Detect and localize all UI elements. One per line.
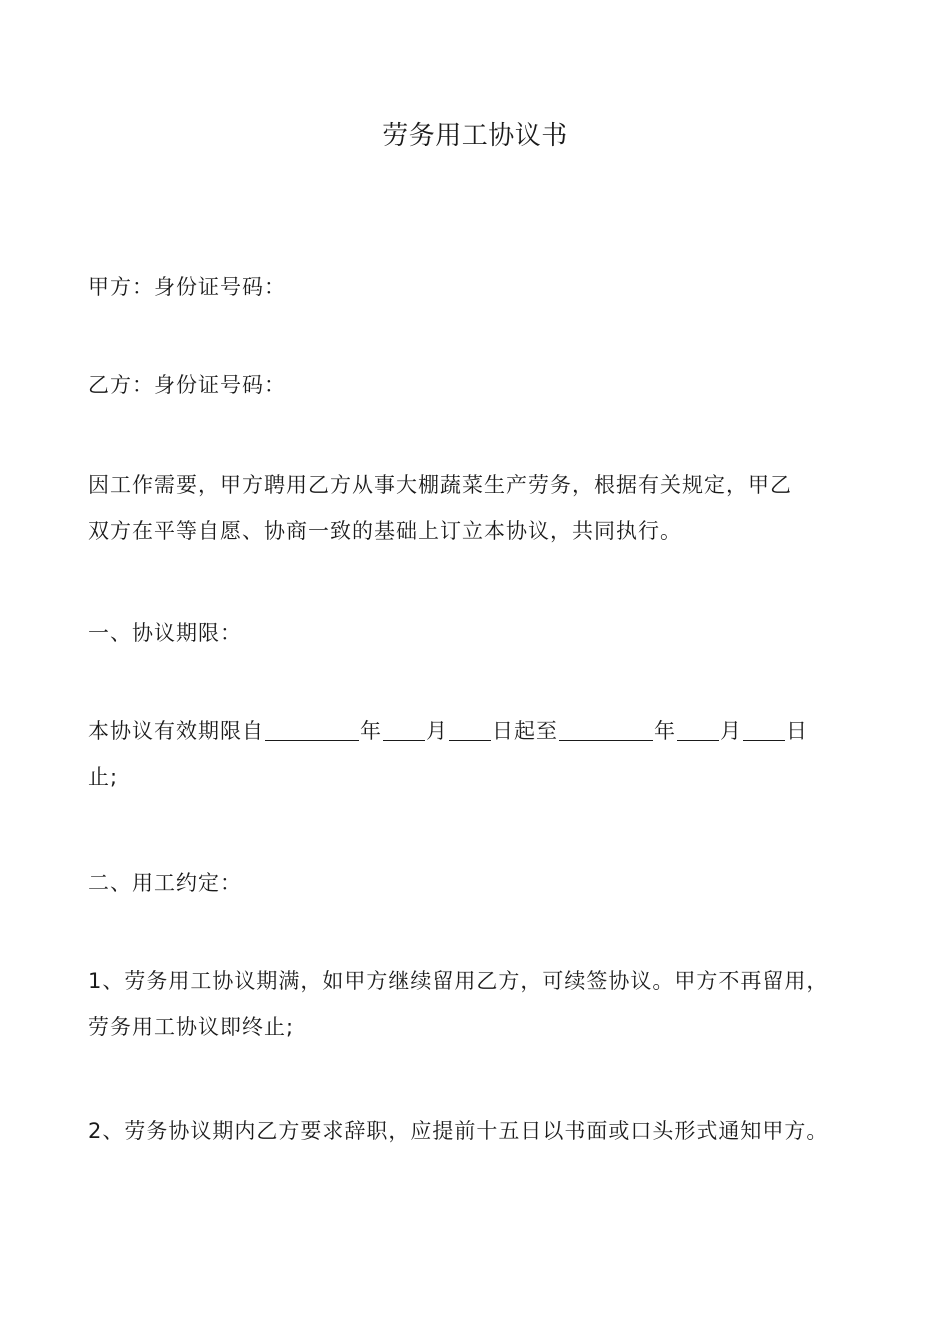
term-paragraph bbox=[88, 708, 878, 800]
year-label: 年 bbox=[360, 719, 382, 743]
section1-heading: 一、协议期限： bbox=[88, 621, 242, 645]
month-label: 月 bbox=[426, 719, 448, 743]
start-year-blank bbox=[265, 714, 359, 741]
item2-paragraph bbox=[88, 1108, 878, 1154]
day-from-label: 日起至 bbox=[492, 719, 558, 743]
section2-heading: 二、用工约定： bbox=[88, 871, 242, 895]
item1-line-2: 劳务用工协议即终止; bbox=[88, 1015, 295, 1039]
year-label-2: 年 bbox=[654, 719, 676, 743]
party-a-line: 甲方：身份证号码： bbox=[88, 275, 286, 299]
end-month-blank bbox=[677, 714, 719, 741]
item2-line-1: 2、劳务协议期内乙方要求辞职，应提前十五日以书面或口头形式通知甲方。 bbox=[88, 1119, 829, 1143]
end-day-blank bbox=[743, 714, 785, 741]
month-label-2: 月 bbox=[720, 719, 742, 743]
term-line-2: 止; bbox=[88, 765, 119, 789]
start-month-blank bbox=[383, 714, 425, 741]
intro-line-2: 双方在平等自愿、协商一致的基础上订立本协议，共同执行。 bbox=[88, 519, 682, 543]
intro-paragraph bbox=[88, 462, 878, 554]
document-title: 劳务用工协议书 bbox=[382, 121, 568, 151]
start-day-blank bbox=[449, 714, 491, 741]
end-year-blank bbox=[559, 714, 653, 741]
item1-line-1: 1、劳务用工协议期满，如甲方继续留用乙方，可续签协议。甲方不再留用， bbox=[88, 969, 829, 993]
term-line-1 bbox=[88, 708, 878, 754]
party-b-line: 乙方：身份证号码： bbox=[88, 373, 286, 397]
term-prefix: 本协议有效期限自 bbox=[88, 719, 264, 743]
day-end-label: 日 bbox=[786, 719, 808, 743]
intro-line-1: 因工作需要，甲方聘用乙方从事大棚蔬菜生产劳务，根据有关规定，甲乙 bbox=[88, 473, 792, 497]
item1-paragraph bbox=[88, 958, 878, 1050]
